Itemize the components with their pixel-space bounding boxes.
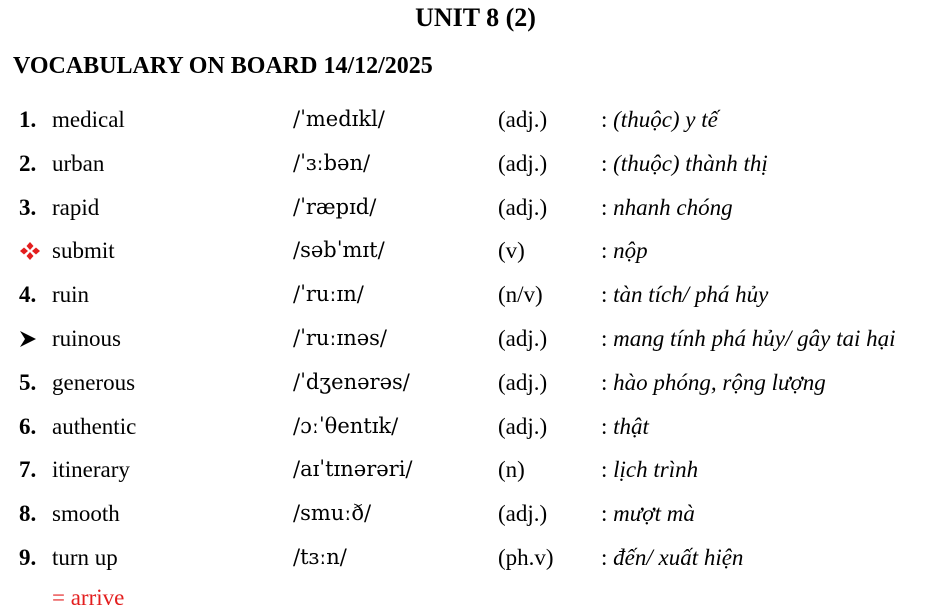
vocab-word: generous [52, 369, 136, 395]
vocab-meaning [601, 317, 896, 361]
meaning-text: nhanh chóng [613, 194, 733, 220]
vocab-meaning [601, 361, 826, 405]
vocab-word: rapid [52, 194, 100, 220]
vocab-word: ruinous [52, 325, 121, 351]
meaning-colon: : [601, 413, 608, 439]
vocab-part-of-speech: (n/v) [498, 282, 543, 308]
vocab-pronunciation: /ˈmedɪkl/ [293, 107, 385, 131]
meaning-text: mang tính phá hủy/ gây tai hại [613, 325, 896, 351]
meaning-colon: : [601, 457, 608, 483]
vocab-pronunciation: /aɪˈtɪnərəri/ [293, 457, 413, 482]
page-title: UNIT 8 (2) [415, 3, 536, 32]
meaning-colon: : [601, 282, 608, 308]
vocab-pronunciation: /ˈruːɪnəs/ [293, 325, 388, 350]
vocab-part-of-speech: (adj.) [498, 369, 548, 395]
vocab-meaning [601, 186, 733, 230]
meaning-colon: : [601, 369, 608, 395]
vocab-row-6 [0, 405, 951, 449]
vocab-pronunciation: /ˈɜːbən/ [293, 150, 371, 175]
meaning-colon: : [601, 150, 608, 176]
meaning-text: nộp [613, 238, 648, 264]
item-number: 8. [19, 501, 37, 527]
vocab-meaning [601, 492, 695, 536]
vocab-word: submit [52, 238, 115, 264]
vocab-pronunciation: /ˈruːɪn/ [293, 282, 364, 307]
item-number: 5. [19, 369, 37, 395]
vocab-part-of-speech: (v) [498, 238, 525, 264]
vocab-meaning [601, 405, 649, 449]
vocabulary-heading: VOCABULARY ON BOARD 14/12/2025 [13, 53, 433, 79]
vocab-row-4 [0, 273, 951, 317]
vocab-meaning [601, 98, 718, 142]
item-number: 3. [19, 194, 37, 220]
vocab-word: urban [52, 150, 105, 176]
vocab-part-of-speech: (adj.) [498, 107, 548, 132]
meaning-colon: : [601, 194, 608, 220]
meaning-colon: : [601, 501, 608, 527]
vocab-row-9 [0, 536, 951, 580]
arrow-icon [19, 317, 43, 361]
vocab-word: medical [52, 107, 125, 132]
vocab-pronunciation: /tɜːn/ [293, 544, 347, 569]
meaning-text: lịch trình [613, 457, 699, 483]
vocabulary-list [0, 98, 951, 580]
item-number: 2. [19, 150, 37, 176]
vocab-row-3 [0, 186, 951, 230]
vocab-row-7 [0, 448, 951, 492]
vocab-row-ruinous [0, 317, 951, 361]
item-number: 4. [19, 282, 37, 308]
vocab-part-of-speech: (ph.v) [498, 544, 554, 570]
diamond-icon [19, 229, 43, 273]
vocab-word: turn up [52, 544, 118, 570]
vocab-word: smooth [52, 501, 120, 527]
meaning-text: (thuộc) thành thị [613, 150, 768, 176]
meaning-text: tàn tích/ phá hủy [613, 282, 769, 308]
meaning-text: thật [613, 413, 649, 439]
vocab-row-2 [0, 142, 951, 186]
vocab-meaning [601, 142, 768, 186]
vocab-part-of-speech: (n) [498, 457, 525, 483]
item-number: 6. [19, 413, 37, 439]
vocab-meaning [601, 229, 648, 273]
vocab-pronunciation: /səbˈmɪt/ [293, 238, 385, 263]
vocab-row-1 [0, 98, 951, 142]
meaning-text: hào phóng, rộng lượng [613, 369, 826, 395]
vocab-part-of-speech: (adj.) [498, 194, 548, 220]
vocab-word: itinerary [52, 457, 130, 483]
vocab-word: authentic [52, 413, 137, 439]
item-number: 1. [19, 107, 37, 132]
vocab-row-5 [0, 361, 951, 405]
item-number: 9. [19, 544, 37, 570]
vocab-meaning [601, 448, 698, 492]
vocab-part-of-speech: (adj.) [498, 501, 548, 527]
vocab-pronunciation: /smuːð/ [293, 501, 372, 526]
meaning-colon: : [601, 544, 608, 570]
vocab-part-of-speech: (adj.) [498, 150, 548, 176]
vocab-meaning [601, 273, 768, 317]
vocab-pronunciation: /ˈdʒenərəs/ [293, 369, 410, 394]
meaning-text: (thuộc) y tế [613, 107, 718, 132]
synonym-note: = arrive [52, 585, 125, 610]
vocab-row-8 [0, 492, 951, 536]
meaning-colon: : [601, 238, 608, 264]
meaning-colon: : [601, 325, 608, 351]
item-number: 7. [19, 457, 37, 483]
vocab-meaning [601, 536, 743, 580]
vocab-word: ruin [52, 282, 90, 308]
meaning-text: mượt mà [613, 501, 695, 527]
meaning-text: đến/ xuất hiện [613, 544, 744, 570]
vocab-part-of-speech: (adj.) [498, 325, 548, 351]
vocab-part-of-speech: (adj.) [498, 413, 548, 439]
vocab-row-submit [0, 229, 951, 273]
vocab-pronunciation: /ˈræpɪd/ [293, 194, 377, 219]
vocab-pronunciation: /ɔːˈθentɪk/ [293, 413, 399, 438]
meaning-colon: : [601, 107, 608, 132]
